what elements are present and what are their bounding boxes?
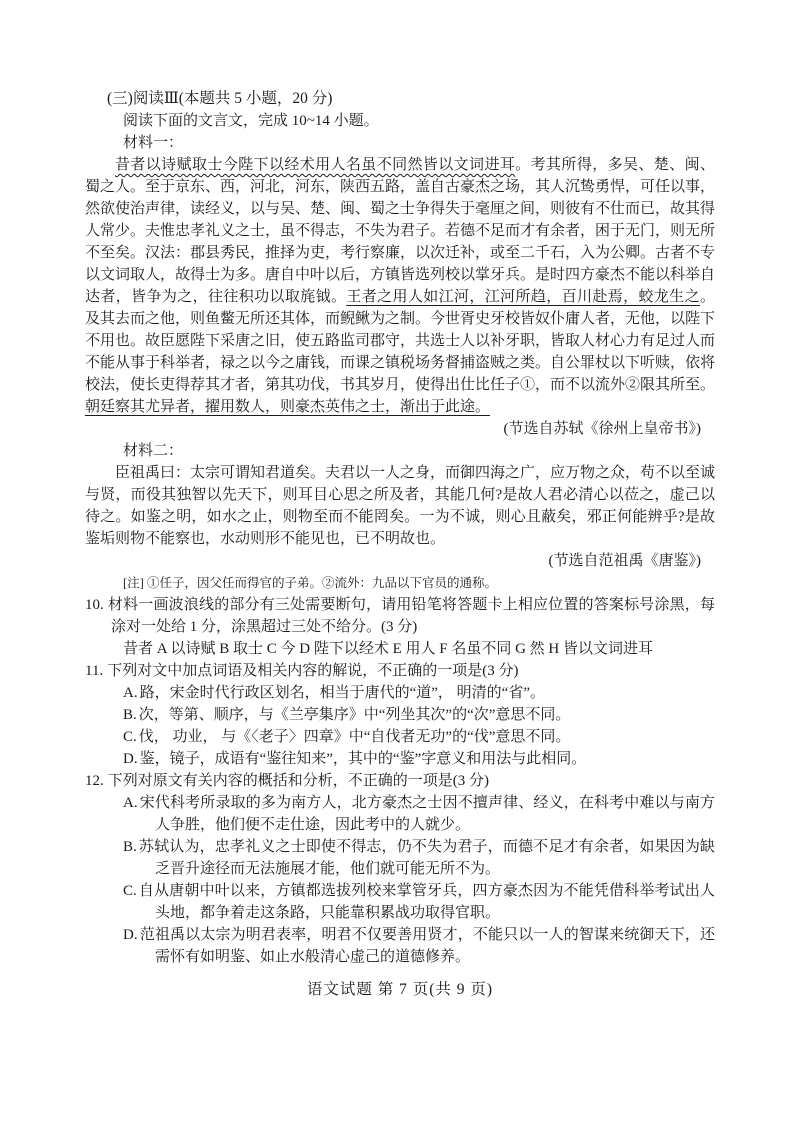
option-text: 鉴，镜子，成语有“鉴往知来”，其中的“鉴”字意义和用法与此相同。 (139, 751, 587, 767)
material2-source: (节选自范祖禹《唐鉴》) (548, 553, 701, 569)
page-footer: 语文试题 第 7 页(共 9 页) (306, 981, 494, 998)
question-10-sentence: 昔者 A 以诗赋 B 取士 C 今 D 陛下以经术 E 用人 F 名虽不同 G 然 H 皆以文词进耳 (123, 641, 654, 657)
option-text: 次，等第、顺序，与《兰亭集序》中“列坐其次”的“次”意思不同。 (138, 707, 571, 723)
material2-label: 材料二： (123, 443, 184, 459)
question-12-option-b (85, 836, 715, 880)
question-11-option-c (85, 726, 715, 748)
option-label: A. (123, 685, 138, 701)
question-11-option-a (85, 682, 715, 704)
underlined-passage: 王者之用人如江河，江河所趋，百川赴焉，蛟龙生之 (346, 289, 700, 305)
option-text: 自从唐朝中叶以来，方镇都选拔列校来掌管牙兵，四方豪杰因为不能凭借科举考试出人头地，都争着走这条路，只能靠积累战功取得官职。 (138, 883, 715, 921)
question-10-number: 10. (85, 597, 104, 613)
material1-source: (节选自苏轼《徐州上皇帝书》) (503, 421, 701, 437)
question-11-stem: 下列对文中加点词语及相关内容的解说，不正确的一项是(3 分) (107, 663, 519, 679)
option-text: 苏轼认为，忠孝礼义之士即使不得志，仍不失为君子，而德不足才有余者，如果因为缺乏晋升途径而无法施展才能，他们就可能无所不为。 (138, 839, 715, 877)
question-12-stem: 下列对原文有关内容的概括和分析，不正确的一项是(3 分) (107, 773, 489, 789)
question-11 (85, 660, 715, 682)
question-11-option-b (85, 704, 715, 726)
material1-paragraph (85, 154, 715, 418)
question-10-stem: 材料一画波浪线的部分有三处需要断句，请用铅笔将答题卡上相应位置的答案标号涂黑，每涂对一处给 1 分，涂黑超过三处不给分。(3 分) (107, 597, 715, 635)
question-11-option-d (85, 748, 715, 770)
section-heading: (三)阅读Ⅲ(本题共 5 小题，20 分) (107, 90, 333, 107)
wavy-underlined-passage: 昔者以诗赋取士今陛下以经术用人名虽不同然皆以文词进耳 (115, 157, 516, 173)
underlined-passage: 朝廷察其尤异者，擢用数人，则豪杰英伟之士，渐出于此途。 (85, 399, 491, 415)
option-label: C. (123, 729, 137, 745)
option-text: 路，宋金时代行政区划名，相当于唐代的“道”， 明清的“省”。 (139, 685, 545, 701)
text-run: 。及其去而之他，则鱼鳖无所还其体，而鲵鳅为之制。今世胥史牙校皆奴仆庸人者，无他，以陛下不用也。故臣愿陛下采唐之旧，使五路监司郡守，共选士人以补牙职，皆取人材心力有足过人而不能从事于科举者，禄之以今之庸钱，而课之镇税场务督捕盗贼之类。自公罪杖以下听赎，依将校法，使长吏得荐其才者，第其功伐，书其岁月，使得出仕比任子①，而不以流外②限其所至。 (85, 289, 716, 393)
footnote: [注] ①任子，因父任而得官的子弟。②流外：九品以下官员的通称。 (123, 576, 497, 590)
question-12-option-c (85, 880, 715, 924)
question-12-option-d (85, 924, 715, 968)
option-text: 伐， 功业， 与《〈老子〉四章》中“自伐者无功”的“伐”意思不同。 (138, 729, 571, 745)
question-11-number: 11. (85, 663, 104, 679)
option-label: A. (123, 795, 138, 811)
option-label: C. (123, 883, 137, 899)
option-label: B. (123, 839, 137, 855)
option-label: B. (123, 707, 137, 723)
option-text: 宋代科考所录取的多为南方人，北方豪杰之士因不擅声律、经义，在科考中难以与南方人争胜，他们便不走仕途，因此考中的人就少。 (139, 795, 715, 833)
option-label: D. (123, 751, 138, 767)
option-text: 范祖禹以太宗为明君表率，明君不仅要善用贤才，不能只以一人的智谋来统御天下，还需怀有如明鉴、如止水般清心虚己的道德修养。 (139, 927, 715, 965)
question-12 (85, 770, 715, 792)
material1-label: 材料一： (123, 135, 184, 151)
intro-line: 阅读下面的文言文，完成 10~14 小题。 (123, 113, 379, 129)
option-label: D. (123, 927, 138, 943)
material2-paragraph: 臣祖禹曰：太宗可谓知君道矣。夫君以一人之身，而御四海之广，应万物之众，苟不以至诚与贤，而役其独智以先天下，则耳目心思之所及者，其能几何?是故人君必清心以莅之，虚己以待之。如鉴之明，如水之止，则物至而不能罔矣。一为不诚，则心且蔽矣，邪正何能辨乎?是故鉴垢则物不能察也，水动则形不能见也，已不明故也。 (85, 465, 716, 547)
question-12-number: 12. (85, 773, 104, 789)
question-12-option-a (85, 792, 715, 836)
question-10 (85, 594, 715, 638)
text-run: 。考其所得，多吴、楚、闽、蜀之人。至于京东、西，河北，河东，陕西五路，盖自古豪杰之场，其人沉鸷勇悍，可任以事，然欲使治声律，读经义，以与吴、楚、闽、蜀之士争得失于毫厘之间，则彼有不仕而已，故其得人常少。夫惟忠孝礼义之士，虽不得志，不失为君子。若德不足而才有余者，困于无门，则无所不至矣。汉法：郡县秀民，推择为吏，考行察廉，以次迁补，或至二千石，入为公卿。古者不专以文词取人，故得士为多。唐自中叶以后，方镇皆选列校以掌牙兵。是时四方豪杰不能以科举自达者，皆争为之，往往积功以取旄钺。 (85, 157, 716, 305)
